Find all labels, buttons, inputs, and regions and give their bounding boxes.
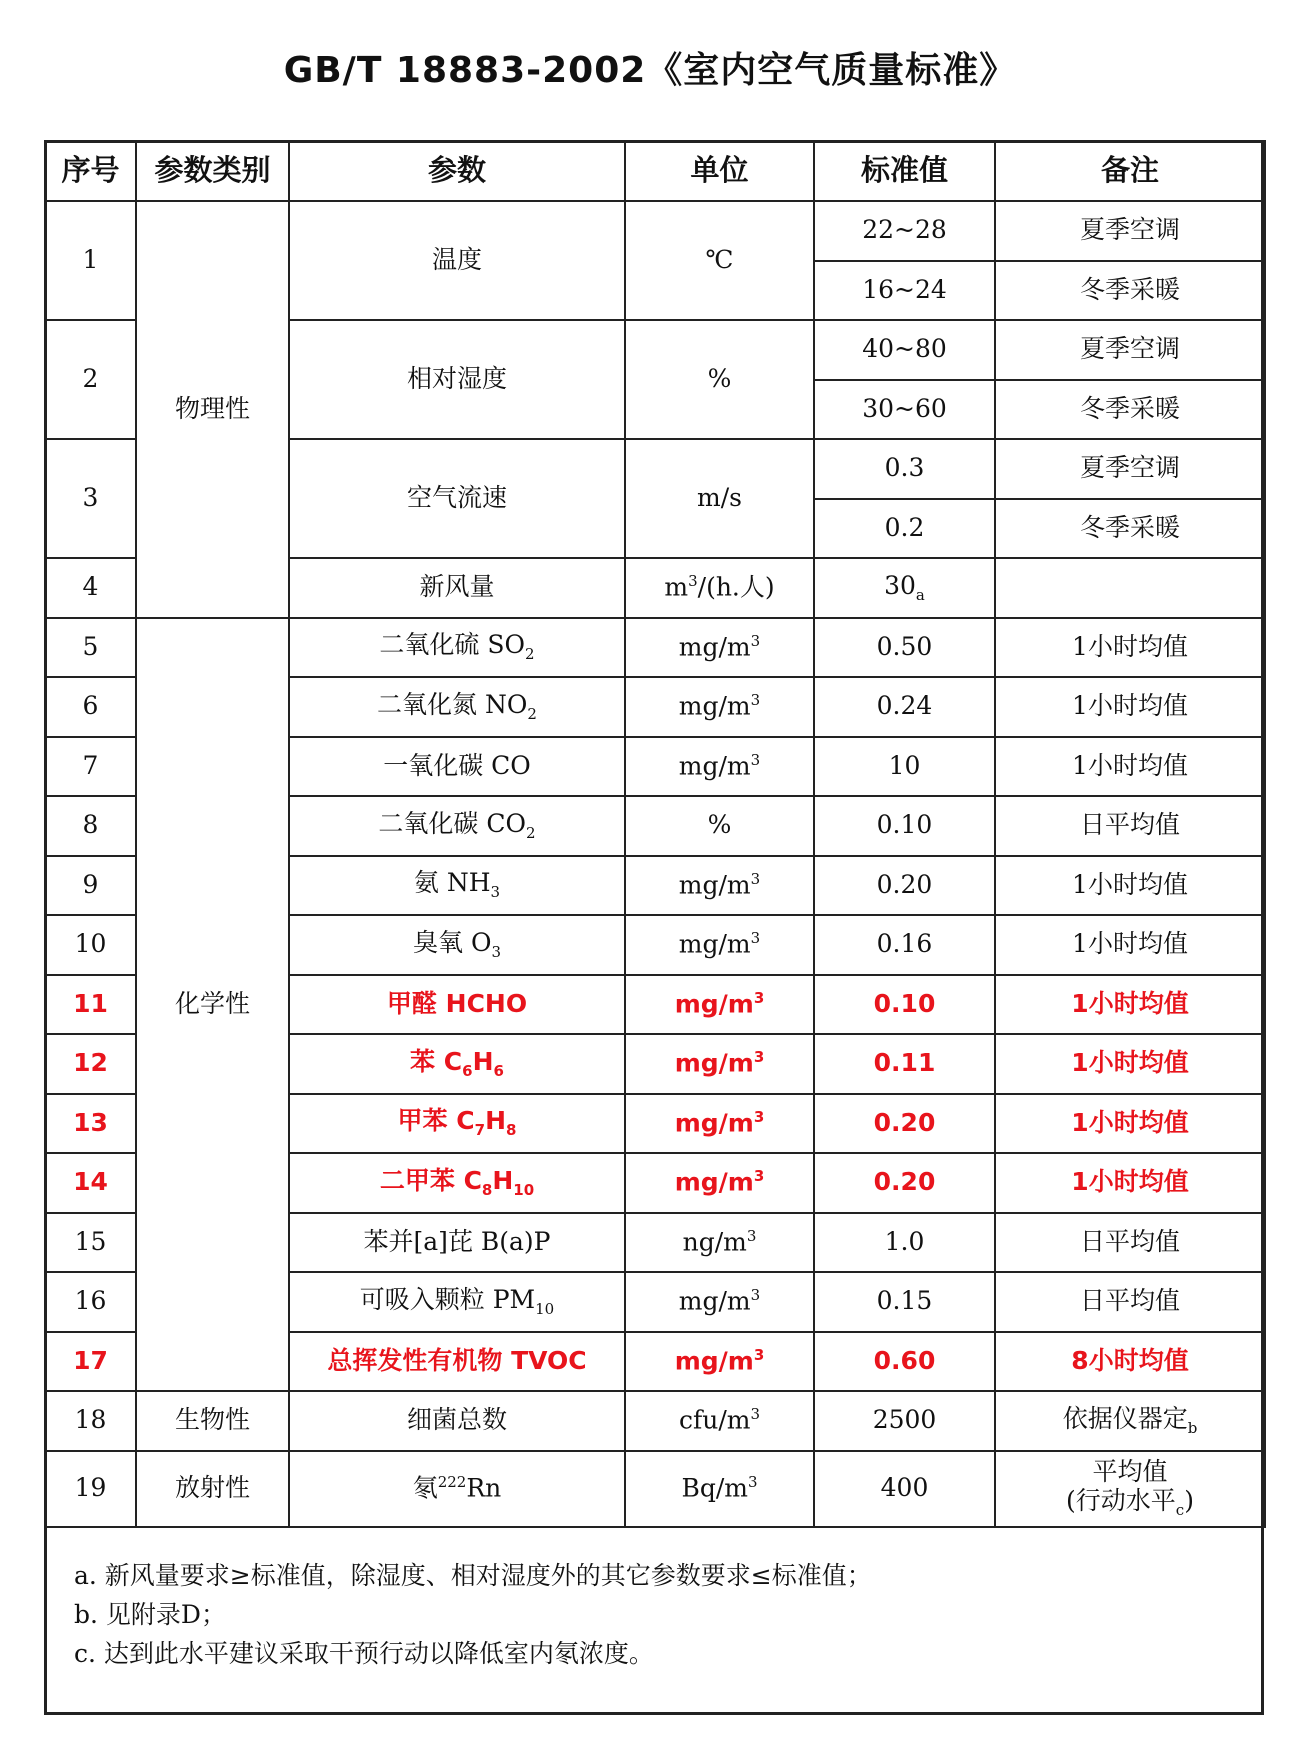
param-cell: 臭氧 $O_3$: [289, 915, 625, 975]
remark-cell: [995, 558, 1265, 618]
unit-cell: $mg/m^3$: [625, 618, 814, 678]
unit-cell: %: [625, 796, 814, 856]
param-cell: 空气流速: [289, 439, 625, 558]
value-cell: 2500: [814, 1391, 995, 1451]
unit-cell: cfu/$m^3$: [625, 1391, 814, 1451]
unit-cell: $mg/m^3$: [625, 975, 814, 1035]
unit-cell: $mg/m^3$: [625, 1153, 814, 1213]
header-remark: 备注: [995, 141, 1265, 201]
param-cell: 新风量: [289, 558, 625, 618]
value-cell: 0.2: [814, 499, 995, 559]
param-cell: 细菌总数: [289, 1391, 625, 1451]
footnote-b: b. 见附录D；: [74, 1600, 226, 1629]
table-row: [45, 201, 1265, 261]
value-cell: 0.20: [814, 1094, 995, 1154]
param-cell: 二氧化氮 $NO_2$: [289, 677, 625, 737]
param-cell: 二甲苯 $C_8H_{10}$: [289, 1153, 625, 1213]
value-cell: 22~28: [814, 201, 995, 261]
row-no: 18: [45, 1391, 136, 1451]
param-cell: 可吸入颗粒 $PM_{10}$: [289, 1272, 625, 1332]
remark-cell: 夏季空调: [995, 439, 1265, 499]
row-no: 13: [45, 1094, 136, 1154]
row-no: 7: [45, 737, 136, 797]
param-cell: 氡$^{222}$Rn: [289, 1451, 625, 1527]
remark-cell: 平均值 (行动水平$_c$): [995, 1451, 1265, 1527]
value-cell: 16~24: [814, 261, 995, 321]
value-cell: 0.3: [814, 439, 995, 499]
table-row: [45, 1451, 1265, 1527]
param-cell: 苯并[a]芘 B(a)P: [289, 1213, 625, 1273]
row-no: 15: [45, 1213, 136, 1273]
value-cell: 0.50: [814, 618, 995, 678]
remark-cell: 冬季采暖: [995, 261, 1265, 321]
header-row: [45, 141, 1265, 201]
row-no: 17: [45, 1332, 136, 1392]
remark-cell: 冬季采暖: [995, 499, 1265, 559]
param-cell: 甲苯 $C_7H_8$: [289, 1094, 625, 1154]
table-row: [45, 1391, 1265, 1451]
param-cell: 氨 $NH_3$: [289, 856, 625, 916]
remark-cell: 1小时均值: [995, 677, 1265, 737]
remark-cell: 1小时均值: [995, 1094, 1265, 1154]
remark-cell: 冬季采暖: [995, 380, 1265, 440]
value-cell: 0.24: [814, 677, 995, 737]
param-cell: 一氧化碳 CO: [289, 737, 625, 797]
param-cell: 二氧化硫 $SO_2$: [289, 618, 625, 678]
category-biological: 生物性: [136, 1391, 289, 1451]
param-cell: 温度: [289, 201, 625, 320]
param-cell: 相对湿度: [289, 320, 625, 439]
row-no: 16: [45, 1272, 136, 1332]
remark-cell: 日平均值: [995, 1213, 1265, 1273]
value-cell: 40~80: [814, 320, 995, 380]
remark-cell: 1小时均值: [995, 915, 1265, 975]
value-cell: 400: [814, 1451, 995, 1527]
value-cell: $30_a$: [814, 558, 995, 618]
param-cell: 甲醛 HCHO: [289, 975, 625, 1035]
header-parameter: 参数: [289, 141, 625, 201]
row-no: 19: [45, 1451, 136, 1527]
footnote-c: c. 达到此水平建议采取干预行动以降低室内氡浓度。: [74, 1639, 654, 1668]
unit-cell: $m^3/(h$.人): [625, 558, 814, 618]
value-cell: 0.10: [814, 796, 995, 856]
param-cell: 总挥发性有机物 TVOC: [289, 1332, 625, 1392]
remark-cell: 依据仪器定$_b$: [995, 1391, 1265, 1451]
row-no: 1: [45, 201, 136, 320]
remark-cell: 1小时均值: [995, 737, 1265, 797]
page-title: GB/T 18883-2002《室内空气质量标准》: [283, 50, 1017, 91]
row-no: 9: [45, 856, 136, 916]
remark-cell: 1小时均值: [995, 1153, 1265, 1213]
remark-cell: 日平均值: [995, 796, 1265, 856]
value-cell: 1.0: [814, 1213, 995, 1273]
value-cell: 0.60: [814, 1332, 995, 1392]
unit-cell: %: [625, 320, 814, 439]
row-no: 6: [45, 677, 136, 737]
category-chemical: 化学性: [136, 618, 289, 1392]
remark-cell: 夏季空调: [995, 201, 1265, 261]
remark-cell: 8小时均值: [995, 1332, 1265, 1392]
unit-cell: $Bq/m^3$: [625, 1451, 814, 1527]
row-no: 3: [45, 439, 136, 558]
row-no: 10: [45, 915, 136, 975]
category-physical: 物理性: [136, 201, 289, 618]
footnotes: [74, 1556, 1254, 1673]
remark-cell: 1小时均值: [995, 975, 1265, 1035]
row-no: 8: [45, 796, 136, 856]
value-cell: 0.20: [814, 856, 995, 916]
param-cell: 苯 $C_6H_6$: [289, 1034, 625, 1094]
remark-cell: 1小时均值: [995, 618, 1265, 678]
row-no: 14: [45, 1153, 136, 1213]
unit-cell: $mg/m^3$: [625, 915, 814, 975]
value-cell: 0.20: [814, 1153, 995, 1213]
table-row: [45, 618, 1265, 678]
row-no: 2: [45, 320, 136, 439]
remark-cell: 夏季空调: [995, 320, 1265, 380]
remark-cell: 1小时均值: [995, 856, 1265, 916]
unit-cell: m/s: [625, 439, 814, 558]
value-cell: 0.10: [814, 975, 995, 1035]
row-no: 4: [45, 558, 136, 618]
remark-cell: 日平均值: [995, 1272, 1265, 1332]
value-cell: 30~60: [814, 380, 995, 440]
unit-cell: $mg/m^3$: [625, 1094, 814, 1154]
value-cell: 0.16: [814, 915, 995, 975]
value-cell: 0.11: [814, 1034, 995, 1094]
header-unit: 单位: [625, 141, 814, 201]
value-cell: 0.15: [814, 1272, 995, 1332]
unit-cell: ℃: [625, 201, 814, 320]
unit-cell: $mg/m^3$: [625, 677, 814, 737]
value-cell: 10: [814, 737, 995, 797]
standard-table: [44, 140, 1266, 1528]
footnote-a: a. 新风量要求≥标准值，除湿度、相对湿度外的其它参数要求≤标准值；: [74, 1561, 872, 1590]
unit-cell: $mg/m^3$: [625, 1034, 814, 1094]
unit-cell: $ng/m^3$: [625, 1213, 814, 1273]
header-standard-value: 标准值: [814, 141, 995, 201]
param-cell: 二氧化碳 $CO_2$: [289, 796, 625, 856]
row-no: 12: [45, 1034, 136, 1094]
row-no: 11: [45, 975, 136, 1035]
unit-cell: $mg/m^3$: [625, 737, 814, 797]
header-no: 序号: [45, 141, 136, 201]
unit-cell: $mg/m^3$: [625, 1332, 814, 1392]
unit-cell: $mg/m^3$: [625, 1272, 814, 1332]
category-radioactive: 放射性: [136, 1451, 289, 1527]
row-no: 5: [45, 618, 136, 678]
remark-cell: 1小时均值: [995, 1034, 1265, 1094]
header-category: 参数类别: [136, 141, 289, 201]
unit-cell: $mg/m^3$: [625, 856, 814, 916]
